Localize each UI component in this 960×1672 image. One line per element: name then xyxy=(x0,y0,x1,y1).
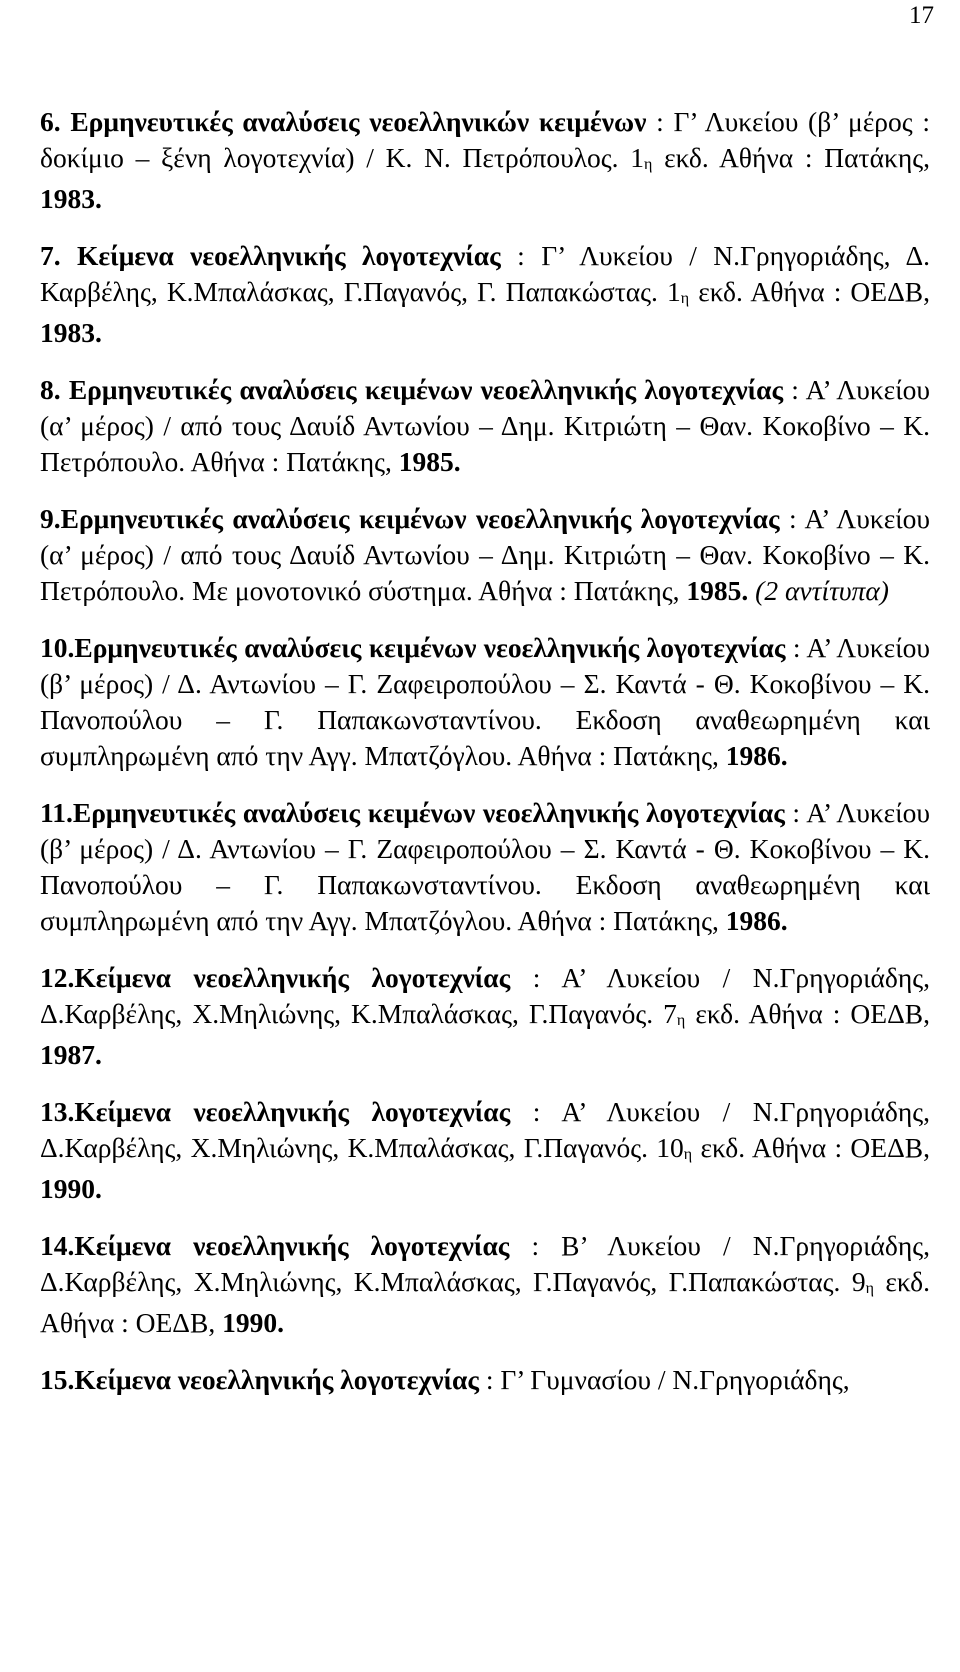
entry-publisher: εκδ. Αθήνα : ΟΕΔΒ, xyxy=(692,1132,930,1163)
entry-number: 9. xyxy=(40,503,61,534)
entry-details: : Β’ Λυκείου / Ν.Γρηγοριάδης, Δ.Καρβέλης, Χ.Μηλιώνης, Κ.Μπαλάσκας, Γ.Παγανός, Γ.Παπακώστας. 9 xyxy=(40,1230,930,1297)
edition-superscript: η xyxy=(680,290,690,307)
page-number: 17 xyxy=(909,2,934,29)
entry-year: 1990. xyxy=(222,1307,284,1338)
entry-year: 1985. xyxy=(686,575,749,606)
edition-superscript: η xyxy=(865,1280,874,1297)
entry-publisher: εκδ. Αθήνα : ΟΕΔΒ, xyxy=(685,998,930,1029)
entry-details: : Α’ Λυκείου (β’ μέρος) / Δ. Αντωνίου – Γ. Ζαφειροπούλου – Σ. Καντά - Θ. Κοκοβίνου – Κ. Πανοπούλου – Γ. Παπακωνσταντίνου. Εκδοση αναθεωρημένη και συμπληρωμένη από την Αγγ. Μπατζόγλου. Αθήνα : Πατάκης, xyxy=(40,632,930,771)
entry-title: Κείμενα νεοελληνικής λογοτεχνίας xyxy=(74,1230,510,1261)
entry-details: : Γ’ Λυκείου / Ν.Γρηγοριάδης, Δ. Καρβέλης, Κ.Μπαλάσκας, Γ.Παγανός, Γ. Παπακώστας. 1 xyxy=(40,240,931,307)
bibliography-list xyxy=(40,104,930,1419)
entry-year: 1986. xyxy=(725,740,788,771)
entry-year: 1985. xyxy=(398,446,461,477)
entry-number: 15. xyxy=(40,1364,75,1395)
entry-details: : Α’ Λυκείου / Ν.Γρηγοριάδης, Δ.Καρβέλης, Χ.Μηλιώνης, Κ.Μπαλάσκας, Γ.Παγανός. 10 xyxy=(40,1096,930,1163)
entry-title: Ερμηνευτικές αναλύσεις κειμένων νεοελληνικής λογοτεχνίας xyxy=(74,632,786,663)
bibliography-entry xyxy=(40,1094,930,1207)
entry-title: Κείμενα νεοελληνικής λογοτεχνίας xyxy=(77,240,501,271)
entry-number: 10. xyxy=(40,632,75,663)
edition-superscript: η xyxy=(676,1012,686,1029)
entry-number: 11. xyxy=(40,797,73,828)
entry-year: 1987. xyxy=(40,1039,102,1070)
entry-details: : Γ’ Γυμνασίου / Ν.Γρηγοριάδης, xyxy=(479,1364,850,1395)
entry-title: Ερμηνευτικές αναλύσεις κειμένων νεοελληνικής λογοτεχνίας xyxy=(60,503,780,534)
bibliography-entry xyxy=(40,630,930,774)
bibliography-entry xyxy=(40,1362,930,1398)
entry-details: : Α’ Λυκείου (α’ μέρος) / από τους Δαυίδ Αντωνίου – Δημ. Κιτριώτη – Θαν. Κοκοβίνο – Κ. Πετρόπουλο. Αθήνα : Πατάκης, xyxy=(40,374,930,477)
entry-publisher: εκδ. Αθήνα : Πατάκης, xyxy=(652,142,931,173)
entry-number: 6. xyxy=(40,106,61,137)
entry-number: 13. xyxy=(40,1096,75,1127)
entry-title: Ερμηνευτικές αναλύσεις νεοελληνικών κειμένων xyxy=(70,106,647,137)
entry-title: Κείμενα νεοελληνικής λογοτεχνίας xyxy=(74,1364,479,1395)
bibliography-entry xyxy=(40,795,930,939)
entry-number: 8. xyxy=(40,374,61,405)
bibliography-entry xyxy=(40,104,930,217)
entry-details: : Γ’ Λυκείου (β’ μέρος : δοκίμιο – ξένη λογοτεχνία) / Κ. Ν. Πετρόπουλος. 1 xyxy=(40,106,930,173)
entry-title: Ερμηνευτικές αναλύσεις κειμένων νεοελληνικής λογοτεχνίας xyxy=(72,797,785,828)
entry-details: : Α’ Λυκείου (β’ μέρος) / Δ. Αντωνίου – Γ. Ζαφειροπούλου – Σ. Καντά - Θ. Κοκοβίνου – Κ. Πανοπούλου – Γ. Παπακωνσταντίνου. Εκδοση αναθεωρημένη και συμπληρωμένη από την Αγγ. Μπατζόγλου. Αθήνα : Πατάκης, xyxy=(40,797,930,936)
entry-publisher: εκδ. Αθήνα : ΟΕΔΒ, xyxy=(40,1266,931,1338)
entry-year: 1983. xyxy=(40,183,102,214)
bibliography-entry xyxy=(40,1228,930,1341)
entry-details: : Α’ Λυκείου / Ν.Γρηγοριάδης, Δ.Καρβέλης, Χ.Μηλιώνης, Κ.Μπαλάσκας, Γ.Παγανός. 7 xyxy=(40,962,930,1029)
entry-title: Κείμενα νεοελληνικής λογοτεχνίας xyxy=(74,962,511,993)
entry-title: Κείμενα νεοελληνικής λογοτεχνίας xyxy=(74,1096,511,1127)
entry-number: 14. xyxy=(40,1230,75,1261)
entry-number: 7. xyxy=(40,240,61,271)
bibliography-entry xyxy=(40,238,930,351)
entry-year: 1986. xyxy=(725,905,788,936)
edition-superscript: η xyxy=(644,156,653,173)
entry-year: 1983. xyxy=(40,317,102,348)
edition-superscript: η xyxy=(683,1146,693,1163)
bibliography-entry xyxy=(40,501,930,609)
bibliography-entry xyxy=(40,372,930,480)
entry-year: 1990. xyxy=(40,1173,102,1204)
entry-title: Ερμηνευτικές αναλύσεις κειμένων νεοελληνικής λογοτεχνίας xyxy=(68,374,784,405)
entry-details: : Α’ Λυκείου (α’ μέρος) / από τους Δαυίδ Αντωνίου – Δημ. Κιτριώτη – Θαν. Κοκοβίνο – Κ. Πετρόπουλο. Με μονοτονικό σύστημα. Αθήνα : Πατάκης, xyxy=(40,503,931,606)
entry-note: (2 αντίτυπα) xyxy=(755,575,889,606)
bibliography-entry xyxy=(40,960,930,1073)
entry-publisher: εκδ. Αθήνα : ΟΕΔΒ, xyxy=(689,276,930,307)
entry-number: 12. xyxy=(40,962,75,993)
